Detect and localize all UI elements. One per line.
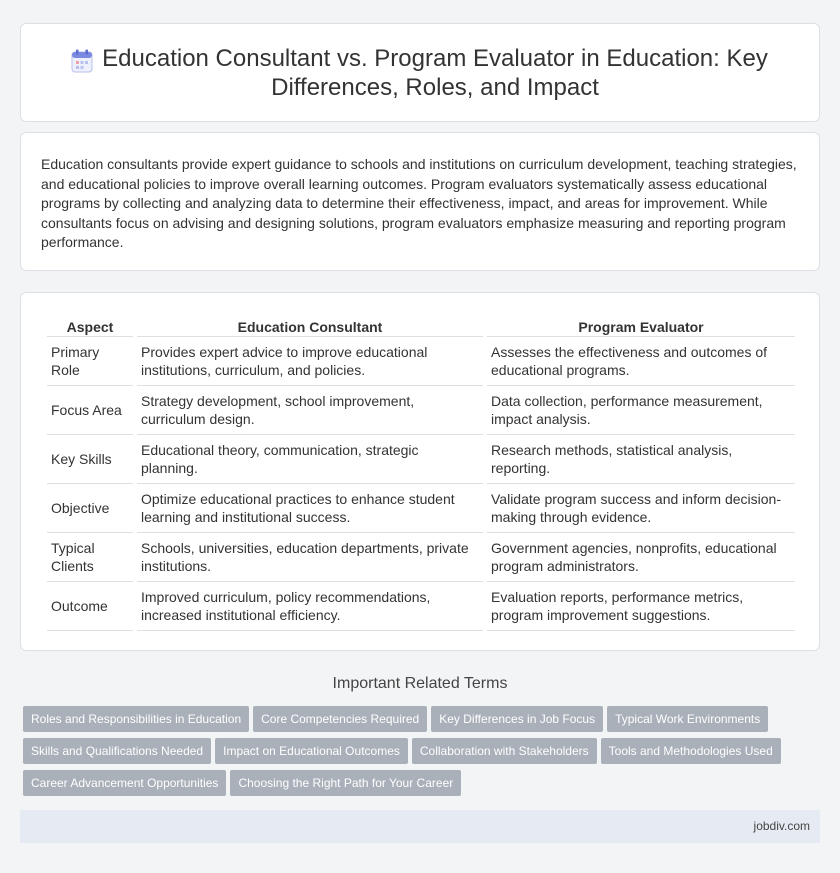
cell-aspect: Key Skills (47, 435, 133, 484)
cell-aspect: Objective (47, 484, 133, 533)
cell-consultant: Provides expert advice to improve educational institutions, curriculum, and policies. (137, 337, 483, 386)
table-row (47, 533, 795, 582)
cell-aspect: Typical Clients (47, 533, 133, 582)
table-row (47, 337, 795, 386)
cell-aspect: Outcome (47, 582, 133, 631)
cell-consultant: Optimize educational practices to enhance student learning and institutional success. (137, 484, 483, 533)
cell-aspect: Primary Role (47, 337, 133, 386)
tag-work-environments[interactable]: Typical Work Environments (607, 706, 768, 732)
tag-career-advancement[interactable]: Career Advancement Opportunities (23, 770, 226, 796)
page-title: Education Consultant vs. Program Evaluator in Education: Key Differences, Roles, and Impact (102, 45, 768, 101)
comparison-table (43, 313, 799, 631)
related-terms-title: Important Related Terms (332, 675, 508, 692)
tag-roles-responsibilities[interactable]: Roles and Responsibilities in Education (23, 706, 249, 732)
header-education-consultant: Education Consultant (137, 313, 483, 337)
intro-card (20, 132, 820, 271)
cell-evaluator: Data collection, performance measurement, impact analysis. (487, 386, 795, 435)
footer (20, 810, 820, 843)
tag-choosing-path[interactable]: Choosing the Right Path for Your Career (230, 770, 461, 796)
cell-consultant: Educational theory, communication, strategic planning. (137, 435, 483, 484)
cell-evaluator: Validate program success and inform decision-making through evidence. (487, 484, 795, 533)
tag-tools-methodologies[interactable]: Tools and Methodologies Used (601, 738, 781, 764)
table-row (47, 484, 795, 533)
cell-aspect: Focus Area (47, 386, 133, 435)
cell-consultant: Improved curriculum, policy recommendations, increased institutional efficiency. (137, 582, 483, 631)
cell-consultant: Schools, universities, education departments, private institutions. (137, 533, 483, 582)
tag-collaboration-stakeholders[interactable]: Collaboration with Stakeholders (412, 738, 597, 764)
table-row (47, 435, 795, 484)
footer-site-link[interactable]: jobdiv.com (753, 819, 810, 833)
intro-paragraph: Education consultants provide expert guidance to schools and institutions on curriculum development, teaching strategies, and educational policies to improve overall learning outcomes. Program evaluators systematically assess educational programs by collecting and analyzing data to determine their effectiveness, impact, and areas for improvement. While consultants focus on advising and designing solutions, program evaluators emphasize measuring and reporting program performance. (41, 156, 797, 250)
comparison-table-card (20, 292, 820, 651)
cell-evaluator: Government agencies, nonprofits, educational program administrators. (487, 533, 795, 582)
cell-evaluator: Evaluation reports, performance metrics, program improvement suggestions. (487, 582, 795, 631)
table-row (47, 582, 795, 631)
related-terms-tags (23, 706, 813, 802)
cell-evaluator: Assesses the effectiveness and outcomes of educational programs. (487, 337, 795, 386)
tag-core-competencies[interactable]: Core Competencies Required (253, 706, 427, 732)
header-aspect: Aspect (47, 313, 133, 337)
cell-consultant: Strategy development, school improvement, curriculum design. (137, 386, 483, 435)
table-header-row (47, 313, 795, 337)
tag-key-differences[interactable]: Key Differences in Job Focus (431, 706, 603, 732)
title-card (20, 23, 820, 122)
tag-impact-outcomes[interactable]: Impact on Educational Outcomes (215, 738, 408, 764)
tag-skills-qualifications[interactable]: Skills and Qualifications Needed (23, 738, 211, 764)
table-row (47, 386, 795, 435)
cell-evaluator: Research methods, statistical analysis, reporting. (487, 435, 795, 484)
header-program-evaluator: Program Evaluator (487, 313, 795, 337)
